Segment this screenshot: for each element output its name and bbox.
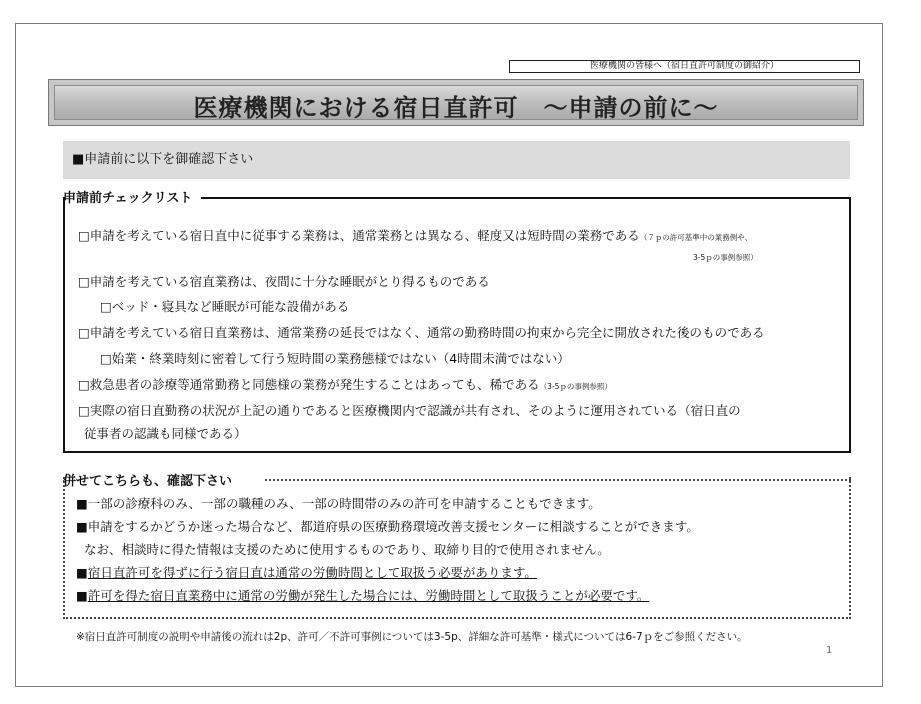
- also-title: 併せてこちらも、確認下さい: [63, 474, 233, 489]
- checklist-item-4: □救急患者の診療等通常勤務と同態様の業務が発生することはあっても、稀である（3-5ｐの事例参照）: [78, 377, 612, 392]
- checklist-item-1-note-2: 3-5ｐの事例参照）: [693, 253, 758, 262]
- checklist-item-1: □申請を考えている宿日直中に従事する業務は、通常業務とは異なる、軽度又は短時間の業務である（７ｐの許可基準中の業務例や、: [78, 228, 753, 243]
- also-item-2-cont: なお、相談時に得た情報は支援のために使用するものであり、取締り目的で使用されません。: [84, 542, 610, 557]
- footnote: ※宿日直許可制度の説明や申請後の流れは2p、許可／不許可事例については3-5p、詳細な許可基準・様式については6-7ｐをご参照ください。: [76, 631, 748, 643]
- checklist-item-3: □申請を考えている宿日直業務は、通常業務の延長ではなく、通常の勤務時間の拘束から完全に開放された後のものである: [78, 325, 765, 340]
- checklist-item-5: □実際の宿日直勤務の状況が上記の通りであると医療機関内で認識が共有され、そのように運用されている（宿日直の: [78, 403, 741, 418]
- also-item-3: ■宿日直許可を得ずに行う宿日直は通常の労働時間として取扱う必要があります。: [76, 565, 537, 580]
- also-item-2: ■申請をするかどうか迷った場合など、都道府県の医療勤務環境改善支援センターに相談することができます。: [76, 519, 699, 534]
- checklist-item-2: □申請を考えている宿直業務は、夜間に十分な睡眠がとり得るものである: [78, 274, 490, 289]
- checklist-item-3a: □始業・終業時刻に密着して行う短時間の業務態様ではない（4時間未満ではない）: [100, 351, 570, 366]
- page-number: 1: [826, 645, 833, 656]
- checklist-title: 申請前チェックリスト: [63, 191, 193, 206]
- also-item-4: ■許可を得た宿日直業務中に通常の労働が発生した場合には、労働時間として取扱うことが必要です。: [76, 588, 650, 603]
- checklist-item-5-cont: 従事者の認識も同様である）: [84, 426, 247, 441]
- page-title: 医療機関における宿日直許可 ～申請の前に～: [193, 94, 719, 122]
- also-item-1: ■一部の診療科のみ、一部の職種のみ、一部の時間帯のみの許可を申請することもできます。: [76, 496, 601, 511]
- checklist-item-4-note: （3-5ｐの事例参照）: [539, 382, 612, 391]
- checklist-item-2a: □ベッド・寝具など睡眠が可能な設備がある: [100, 299, 350, 314]
- intro-bar: ■申請前に以下を御確認下さい: [63, 141, 850, 179]
- header-tag: 医療機関の皆様へ（宿日直許可制度の御紹介）: [509, 60, 860, 73]
- title-banner: [48, 79, 864, 126]
- checklist-item-1-note: （７ｐの許可基準中の業務例や、: [639, 233, 753, 242]
